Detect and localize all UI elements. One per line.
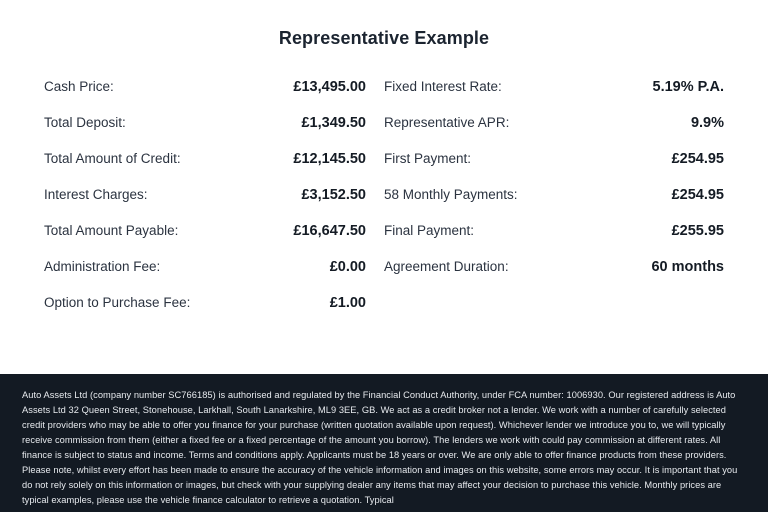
finance-value: £1.00 bbox=[329, 295, 366, 311]
finance-row bbox=[44, 187, 366, 223]
finance-label: Administration Fee: bbox=[44, 259, 161, 274]
finance-figures bbox=[0, 49, 768, 331]
finance-value: 5.19% P.A. bbox=[652, 79, 724, 95]
finance-label: Total Amount Payable: bbox=[44, 223, 179, 238]
finance-row bbox=[384, 223, 724, 259]
finance-row bbox=[384, 259, 724, 295]
finance-value: £255.95 bbox=[671, 223, 724, 239]
finance-label: Agreement Duration: bbox=[384, 259, 509, 274]
finance-value: £254.95 bbox=[671, 151, 724, 167]
finance-column-right bbox=[384, 79, 744, 331]
finance-value: 60 months bbox=[651, 259, 724, 275]
finance-row bbox=[384, 79, 724, 115]
finance-row bbox=[44, 223, 366, 259]
finance-label: Final Payment: bbox=[384, 223, 475, 238]
finance-label: Interest Charges: bbox=[44, 187, 148, 202]
page-title: Representative Example bbox=[278, 28, 490, 48]
finance-row bbox=[44, 151, 366, 187]
finance-row bbox=[44, 115, 366, 151]
finance-row bbox=[384, 115, 724, 151]
finance-row bbox=[44, 79, 366, 115]
finance-label: 58 Monthly Payments: bbox=[384, 187, 518, 202]
finance-label: Total Amount of Credit: bbox=[44, 151, 181, 166]
finance-value: £0.00 bbox=[329, 259, 366, 275]
finance-value: £3,152.50 bbox=[301, 187, 366, 203]
finance-value: £254.95 bbox=[671, 187, 724, 203]
footer-disclaimer bbox=[0, 374, 768, 512]
finance-value: £13,495.00 bbox=[293, 79, 366, 95]
finance-row bbox=[384, 151, 724, 187]
finance-value: £12,145.50 bbox=[293, 151, 366, 167]
disclaimer-text: Auto Assets Ltd (company number SC766185) is authorised and regulated by the Financial Conduct Authority, under FCA number: 1006930. Our registered address is Auto Assets Ltd 32 Queen Street, Stonehouse, Larkhall, South Lanarkshire, ML9 3EE, GB. We act as a credit broker not a lender. We work with a number of carefully selected credit providers who may be able to offer you finance for your purchase (written quotation available upon request). Whichever lender we introduce you to, we will typically receive commission from them (either a fixed fee or a fixed percentage of the amount you borrow). The lenders we work with could pay commission at different rates. All finance is subject to status and income. Terms and conditions apply. Applicants must be 18 years or over. We are only able to offer finance products from these providers. Please note, whilst every effort has been made to ensure the accuracy of the vehicle information and images on this website, some errors may occur. It is important that you do not rely solely on this information or images, but check with your supplying dealer any items that may affect your decision to purchase this vehicle. Monthly prices are typical examples, please use the vehicle finance calculator to retrieve a quotation. Typical bbox=[22, 390, 738, 506]
finance-value: £16,647.50 bbox=[293, 223, 366, 239]
finance-row bbox=[384, 187, 724, 223]
finance-value: 9.9% bbox=[690, 115, 724, 131]
finance-label: Fixed Interest Rate: bbox=[384, 79, 502, 94]
finance-row bbox=[44, 259, 366, 295]
finance-label: Representative APR: bbox=[384, 115, 510, 130]
finance-row bbox=[44, 295, 366, 331]
finance-label: First Payment: bbox=[384, 151, 472, 166]
finance-value: £1,349.50 bbox=[301, 115, 366, 131]
finance-label: Cash Price: bbox=[44, 79, 114, 94]
finance-label: Option to Purchase Fee: bbox=[44, 295, 191, 310]
finance-label: Total Deposit: bbox=[44, 115, 126, 130]
finance-column-left bbox=[24, 79, 384, 331]
